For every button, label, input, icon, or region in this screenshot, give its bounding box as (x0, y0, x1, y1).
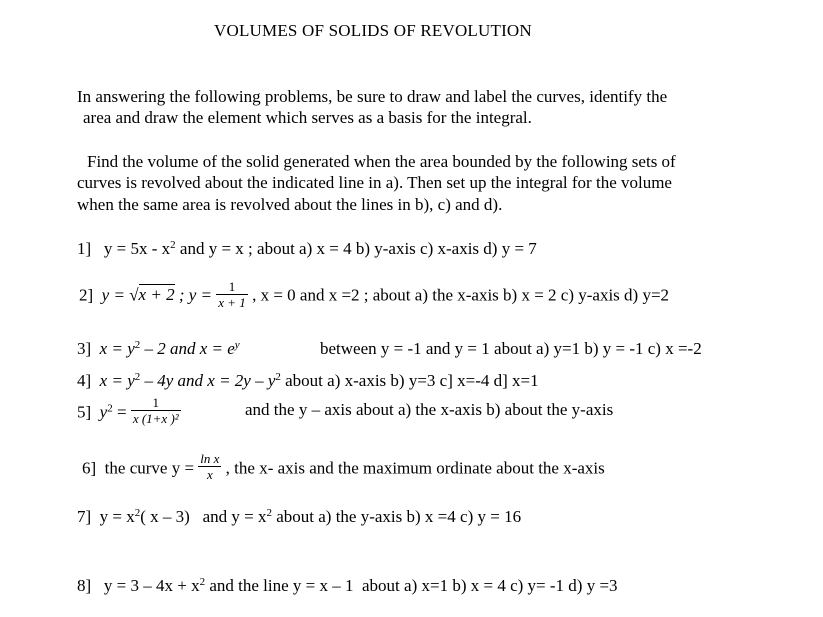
problem-number: 8] (77, 576, 92, 595)
equation: y = 3 – 4x + x (103, 576, 200, 595)
intro-line-2: area and draw the element which serves as a basis for the integral. (83, 108, 532, 127)
problem-number: 7] (77, 507, 92, 526)
radical-body: x + 2 (138, 285, 175, 305)
equation: the curve y = (104, 458, 199, 478)
problem-number: 2] (79, 285, 94, 305)
problem-text: about a) the y-axis b) x =4 c) y = 16 (271, 507, 522, 526)
problem-6 (82, 451, 605, 482)
radical-icon: √ (129, 285, 139, 305)
problem-8 (77, 577, 618, 594)
problem-number: 4] (77, 371, 92, 390)
instructions-line-1: Find the volume of the solid generated when the area bounded by the following sets of (87, 152, 676, 171)
equation: y = (101, 285, 130, 305)
intro-line-1: In answering the following problems, be sure to draw and label the curves, identify the (77, 87, 668, 106)
equation: – 2 and x = e (140, 339, 235, 358)
exponent: y (234, 339, 240, 351)
equation: ; y = (174, 285, 217, 305)
problem-number: 3] (77, 339, 92, 358)
problem-3-text: between y = -1 and y = 1 about a) y=1 b) y = -1 c) x =-2 (320, 339, 702, 358)
problem-text: and y = x ; about a) x = 4 b) y-axis c) x-axis d) y = 7 (175, 239, 537, 258)
fraction (216, 279, 248, 310)
problem-text: about a) x-axis b) y=3 c] x=-4 d] x=1 (280, 371, 539, 390)
fraction-denominator: x (206, 467, 213, 482)
fraction-numerator: 1 (216, 279, 248, 295)
instructions-line-2: curves is revolved about the indicated line in a). Then set up the integral for the volume (77, 173, 672, 192)
exponent: 2 (266, 507, 272, 519)
page-title: VOLUMES OF SOLIDS OF REVOLUTION (214, 21, 532, 40)
problem-text: and the line (205, 576, 293, 595)
equation: – 4y and x = 2y – y (140, 371, 276, 390)
problem-number: 6] (82, 458, 97, 478)
exponent: 2 (134, 507, 141, 519)
equation: x = y (99, 339, 135, 358)
exponent: 2 (134, 371, 141, 383)
equation: ( x – 3) (140, 507, 190, 526)
exponent: 2 (107, 402, 113, 415)
equation: y = x – 1 (292, 576, 354, 595)
problem-4 (77, 372, 539, 389)
fraction-denominator: x (1+x )² (132, 411, 179, 426)
exponent: 2 (170, 239, 176, 251)
problem-1 (77, 240, 537, 257)
problem-2 (79, 279, 670, 310)
fraction (198, 451, 221, 482)
problem-text: , the x- axis and the maximum ordinate about the x-axis (221, 458, 605, 478)
equation: y = 5x - x (103, 239, 171, 258)
problem-3 (77, 340, 240, 357)
exponent: 2 (275, 371, 281, 383)
problem-text: and y = x (202, 507, 267, 526)
instructions-line-3: when the same area is revolved about the lines in b), c) and d). (77, 195, 503, 214)
problem-number: 1] (77, 239, 92, 258)
fraction-numerator: ln x (200, 451, 220, 466)
problem-5 (77, 395, 181, 426)
equation: x = y (99, 371, 135, 390)
equation: = (112, 402, 131, 422)
problem-text: about a) x=1 b) x = 4 c) y= -1 d) y =3 (362, 576, 618, 595)
fraction-denominator: x + 1 (218, 295, 246, 310)
fraction-numerator: 1 (131, 395, 181, 411)
problem-text: , x = 0 and x =2 ; about a) the x-axis b) x = 2 c) y-axis d) y=2 (247, 285, 670, 305)
problem-5-text: and the y – axis about a) the x-axis b) about the y-axis (245, 400, 614, 419)
equation: y (99, 402, 108, 422)
problem-7 (77, 508, 521, 525)
exponent: 2 (199, 576, 206, 588)
problem-number: 5] (77, 402, 92, 422)
exponent: 2 (134, 339, 141, 351)
equation: y = x (99, 507, 135, 526)
fraction (131, 395, 181, 426)
